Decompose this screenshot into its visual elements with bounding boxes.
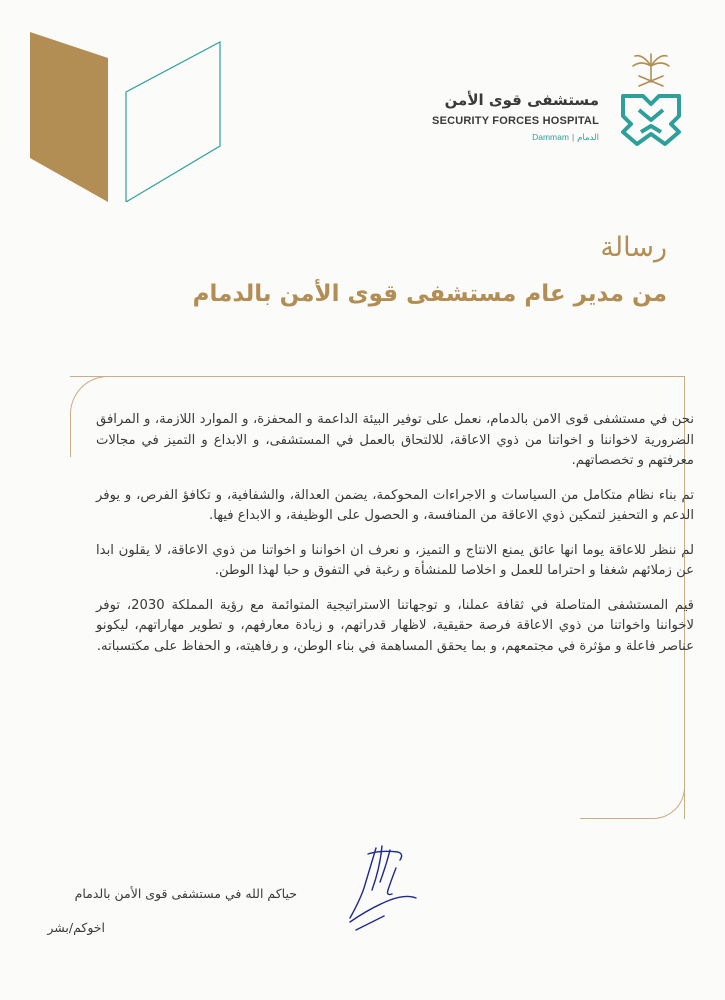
gold-panel-shape [30,32,108,202]
signature-name: اخوكم/بشر [47,920,105,935]
logo-location: Dammam | الدمام [532,132,599,142]
location-english: Dammam [532,132,569,142]
logo-arabic-name: مستشفى قوى الأمن [444,91,599,109]
closing-greeting: حياكم الله في مستشفى قوى الأمن بالدمام [74,886,297,901]
body-paragraph-2: تم بناء نظام متكامل من السياسات و الاجراءات المحوكمة، يضمن العدالة، والشفافية، و تكافؤ الفرص، و يوفر الدعم و التحفيز لتمكين ذوي الاعاقة من المنافسة، و الحصول على الوظيفة، و الابداع فيها. [96,487,694,523]
palm-swords-emblem-icon [615,52,687,148]
body-paragraph-3: لم ننظر للاعاقة يوما انها عائق يمنع الانتاج و التميز، و نعرف ان اخواننا و اخواتنا من ذوي الاعاقة، لا يقلون ابدا عن زملائهم شغفا و احتراما للعمل و اخلاصا للمنشأة و رغبة في التفوق و حبا لهذا الوطن. [96,542,694,578]
location-arabic: الدمام [577,132,599,142]
letter-title: رسالة [600,232,667,263]
teal-outline-shape [126,42,220,202]
letter-body [96,410,694,671]
hospital-logo-text [379,90,599,143]
body-paragraph-1: نحن في مستشفى قوى الامن بالدمام، نعمل على توفير البيئة الداعمة و المحفزة، و الموارد اللازمة، و المرافق الضرورية لاخواننا و اخواتنا من ذوي الاعاقة، للالتحاق بالعمل في المستشفى، و الابداع و التميز في مجالات معرفتهم و تخصصاتهم. [96,412,694,468]
letter-subtitle: من مدير عام مستشفى قوى الأمن بالدمام [192,281,667,307]
decorative-shapes [30,32,230,202]
body-paragraph-4: قيم المستشفى المتاصلة في ثقافة عملنا، و توجهاتنا الاستراتيجية المتوائمة مع رؤية المملكة 2030، توفر لاخواننا واخواتنا من ذوي الاعاقة فرصة حقيقية، لاظهار قدراتهم، و زيادة معارفهم، و تطوير مهاراتهم، ليكونو عناصر فاعلة و مؤثرة في مجتمعهم، و بما يحقق المساهمة في بناء الوطن، و رفاهيته، و الحفاظ على مكتسباته. [96,597,694,654]
handwritten-signature [320,838,430,938]
frame-corner-bottom-right [580,782,685,819]
logo-english-name: SECURITY FORCES HOSPITAL [432,115,599,127]
